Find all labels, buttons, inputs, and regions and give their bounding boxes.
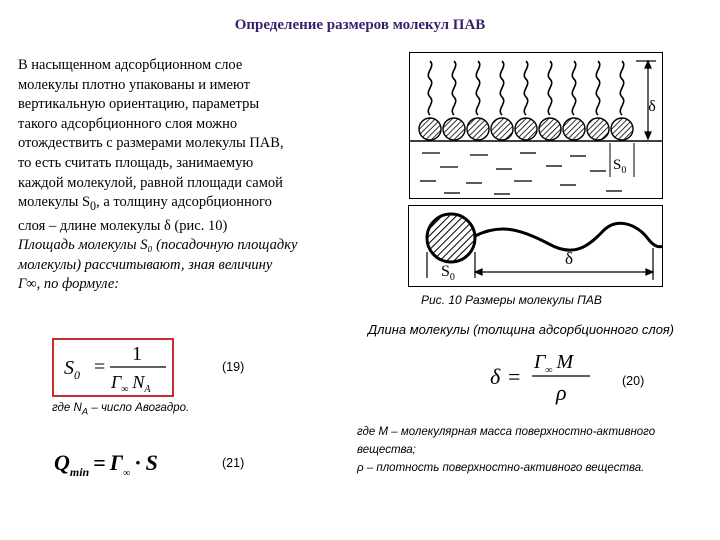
gamma: Г [109, 450, 124, 475]
formula-20 [486, 346, 596, 408]
text-line: молекулы плотно упакованы и имеют [18, 76, 250, 93]
equation-number-19: (19) [222, 360, 245, 374]
text-line: то есть считать площадь, занимаемую [18, 154, 254, 171]
formula-20-drawing [486, 346, 596, 408]
note-text: – число Авогадро. [88, 402, 190, 414]
m-letter: M [556, 351, 574, 373]
text-line: слоя – длине молекулы δ (рис. 10) [18, 217, 228, 234]
molar-mass-note [357, 423, 655, 477]
denominator [110, 372, 151, 395]
dot: · [134, 450, 142, 475]
n-subscript: A [144, 384, 151, 395]
lhs-letter: S [64, 357, 74, 379]
s0-label [441, 263, 455, 283]
text-line: такого адсорбционного слоя можно [18, 115, 238, 132]
molecule-tails [428, 61, 623, 115]
text-line: Г∞, по формуле: [18, 276, 120, 293]
formula-19-box [52, 338, 174, 397]
text-line [18, 193, 388, 216]
equation-number-21: (21) [222, 456, 245, 470]
infinity-subscript: ∞ [123, 468, 131, 479]
equation-number-20: (20) [622, 374, 645, 388]
text-line: вертикальную ориентацию, параметры [18, 96, 260, 113]
s0-letter: S [613, 157, 622, 173]
note-line: вещества; [357, 444, 416, 456]
length-section-title: Длина молекулы (толщина адсорбционного слоя) [368, 322, 674, 337]
n-letter: N [132, 372, 145, 392]
formula-lhs: δ [490, 364, 501, 389]
q-subscript: min [69, 465, 90, 479]
text-line: В насыщенном адсорбционном слое [18, 57, 243, 73]
molecule-heads [419, 118, 633, 140]
infinity-subscript: ∞ [545, 365, 553, 376]
figure-caption: Рис. 10 Размеры молекулы ПАВ [421, 293, 602, 307]
note-line: где М – молекулярная масса поверхностно-активного [357, 426, 656, 438]
s0-label [613, 157, 626, 176]
q-letter: Q [54, 450, 70, 475]
lhs-subscript: 0 [74, 368, 80, 382]
molecule-tail [475, 223, 662, 250]
adsorption-layer-figure [409, 52, 663, 199]
text-line: отождествить с размерами молекулы ПАВ, [18, 135, 284, 152]
text-line: каждой молекулой, равной площади самой [18, 174, 283, 191]
liquid-dashes [420, 153, 622, 194]
s0-subscript: 0 [621, 165, 627, 176]
adsorption-layer-drawing [410, 53, 662, 198]
equals-sign: = [93, 450, 106, 475]
subscript: 0 [90, 199, 97, 214]
text-line: молекулы) рассчитывают, зная величину [18, 256, 273, 273]
numerator [533, 351, 575, 376]
note-text: где N [52, 402, 82, 414]
gamma: Г [534, 351, 546, 373]
note-subscript: A [81, 406, 89, 418]
note-line: ρ – плотность поверхностно-активного вещества. [357, 462, 645, 474]
formula-21 [52, 440, 192, 484]
description-paragraph [18, 56, 388, 295]
s0-subscript: 0 [449, 272, 455, 283]
text-fragment: молекулы S [18, 194, 91, 211]
molecule-head [427, 214, 475, 262]
molecule-size-figure [408, 205, 663, 287]
formula-21-drawing [52, 440, 192, 484]
text-line: Площадь молекулы S₀ (посадочную площадку [18, 237, 298, 254]
formula-19 [54, 340, 172, 395]
formula-expression [54, 450, 158, 479]
page-title: Определение размеров молекул ПАВ [234, 17, 486, 33]
avogadro-note [52, 402, 189, 417]
numerator: 1 [132, 343, 142, 365]
gamma: Г [111, 372, 122, 392]
formula-lhs [64, 357, 80, 382]
delta-label: δ [564, 249, 574, 268]
s-letter: S [145, 450, 158, 475]
delta-label: δ [648, 98, 656, 115]
infinity-subscript: ∞ [121, 384, 129, 395]
s0-letter: S [441, 263, 450, 280]
text-fragment: , а толщину адсорбционного [96, 194, 272, 211]
molecule-size-drawing [409, 206, 662, 286]
denominator: ρ [556, 380, 567, 405]
equals-sign: = [94, 356, 106, 378]
equals-sign: = [508, 364, 521, 389]
